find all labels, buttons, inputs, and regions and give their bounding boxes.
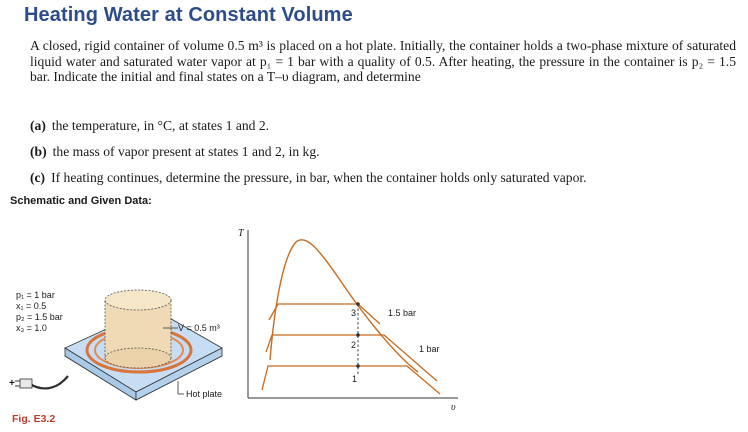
hot-plate-label: Hot plate [186,389,223,399]
isobar-1-bar [262,366,440,394]
isobar-label-1-bar: 1 bar [419,344,440,354]
plus-sign: + [9,378,15,389]
problem-statement: A closed, rigid container of volume 0.5 m³ is placed on a hot plate. Initially, the container holds a two-phase mixture of saturated liquid water and saturated water vapor at p₁ = 1 bar with a quality of 0.5. After heating, the pressure in the container is p₂ = 1.5 bar. Indicate the initial and final states on a T–υ diagram, and determine [30,38,736,85]
given-x3: x₃ = 1.0 [16,323,47,333]
state-1-point [356,364,360,368]
state-3-label: 3 [351,308,357,318]
part-a-text: the temperature, in °C, at states 1 and 2. [51,118,270,133]
state-3-point [356,302,360,306]
plug-icon [15,379,32,388]
state-2-point [356,333,360,337]
part-a-label: (a) [30,118,46,133]
given-x1: x₁ = 0.5 [16,301,47,311]
saturation-dome [270,240,418,372]
figure-caption: Fig. E3.2 [12,413,56,425]
part-b-text: the mass of vapor present at states 1 and 2, in kg. [52,144,320,159]
part-c-text: If heating continues, determine the pressure, in bar, when the container holds only saturated vapor. [51,170,587,185]
part-b-label: (b) [30,144,47,159]
part-c-label: (c) [30,170,46,185]
problem-title: Heating Water at Constant Volume [24,4,353,26]
isobar-label-1-5-bar: 1.5 bar [388,308,417,318]
given-p2: p₂ = 1.5 bar [16,312,63,322]
state-2-label: 2 [351,340,357,350]
isobar-upper [269,304,380,324]
volume-label: V = 0.5 m³ [178,323,220,333]
container-tank [105,290,171,368]
given-data-heading: Schematic and Given Data: [10,195,152,207]
tv-diagram [238,228,458,413]
given-p1: p₁ = 1 bar [16,290,55,300]
power-cord [30,376,68,388]
t-axis-label: T [238,228,244,239]
state-1-label: 1 [352,374,358,384]
v-axis-label: υ [451,402,456,413]
